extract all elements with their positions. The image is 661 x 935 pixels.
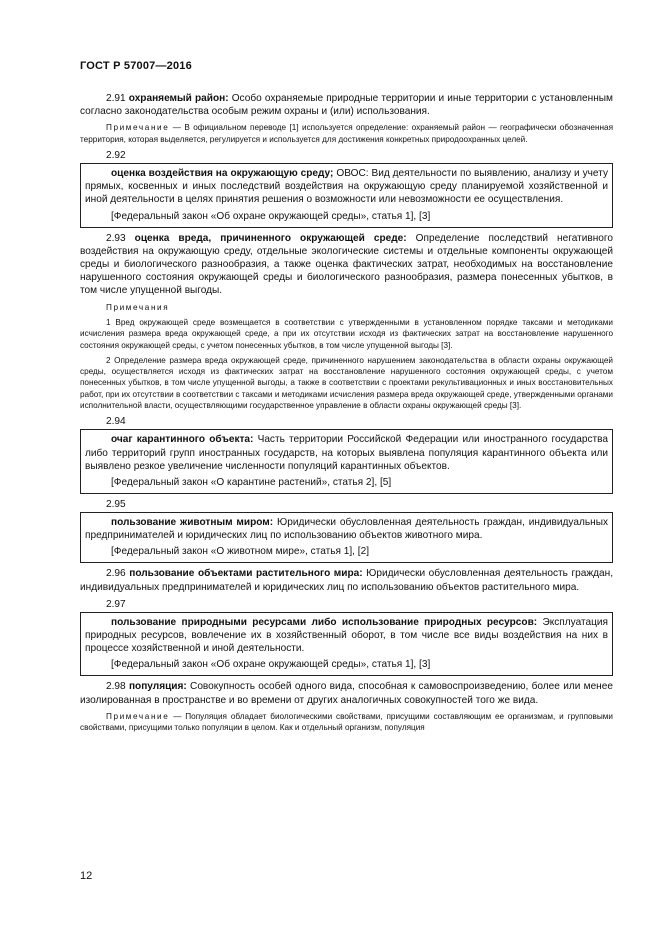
entry-2-98: 2.98 популяция: Совокупность особей одного вида, способная к самовоспроизведению, более или менее изолированная в пространстве и во времени от других аналогичных совокупностей того же вида.: [80, 681, 613, 706]
note-label: Примечание: [106, 711, 170, 721]
source-reference: [Федеральный закон «Об охране окружающей среды», статья 1], [3]: [111, 659, 431, 671]
term: оценка воздействия на окружающую среду;: [111, 168, 334, 179]
standard-code: ГОСТ Р 57007—2016: [80, 60, 192, 72]
definition: ОВОС: Вид деятельности по выявлению, анализу и учету прямых, косвенных и иных последствий воздействия на окружающую среду планируемой хозяйственной и иной деятельности в целях принятия решения о возможности или невозможности ее осуществления.: [85, 168, 608, 206]
note: Примечание — В официальном переводе [1] используется определение: охраняемый район — географически обозначенная территория, которая выделяется, регулируется и используется для достижения конкретных природоохранных целей.: [80, 123, 614, 144]
entry-2-95: [85, 516, 608, 542]
source-reference: [Федеральный закон «Об охране окружающей среды», статья 1], [3]: [111, 210, 431, 222]
definition: Юридически обусловленная деятельность граждан, индивидуальных предпринимателей и юридических лиц по использованию объектов растительного мира.: [80, 568, 613, 593]
notes-label: Примечания: [106, 302, 170, 312]
note-label: Примечание: [106, 123, 170, 133]
term: оценка вреда, причиненного окружающей среде:: [134, 232, 407, 244]
source-reference: [Федеральный закон «О животном мире», статья 1], [2]: [111, 546, 370, 558]
entry-number: 2.95: [106, 498, 126, 510]
term: пользование животным миром:: [111, 516, 274, 528]
entry-2-95-box: [80, 512, 613, 563]
entry-2-91: 2.91 охраняемый район: Особо охраняемые природные территории и иные территории с установленным согласно законодательства особым режим охраны и (или) использования.: [80, 93, 613, 118]
entry-2-94: [85, 433, 608, 473]
definition: Особо охраняемые природные территории и иные территории с установленным согласно законодательства особым режим охраны и (или) использования.: [80, 93, 613, 118]
term: популяция:: [128, 681, 187, 693]
term: очаг карантинного объекта:: [111, 434, 254, 446]
entry-2-92-box: [80, 163, 613, 228]
definition: Совокупность особей одного вида, способная к самовоспроизведению, более или менее изолированная в пространстве и во времени от других аналогичных совокупностей того же вида.: [80, 681, 613, 706]
source-reference: [Федеральный закон «О карантине растений», статья 2], [5]: [111, 476, 392, 488]
definition: Юридически обусловленная деятельность граждан, индивидуальных предпринимателей и юридических лиц по использованию объектов животного мира.: [85, 516, 608, 542]
definition: Часть территории Российской Федерации или иностранного государства либо территорий групп иностранных государств, на которых выявлена популяция карантинного объекта или выявлено резкое увеличение численности популяций карантинных объектов.: [85, 434, 608, 472]
page-number: 12: [80, 870, 93, 882]
entry-2-96: 2.96 пользование объектами растительного мира: Юридически обусловленная деятельность граждан, индивидуальных предпринимателей и юридических лиц по использованию объектов растительного мира.: [80, 568, 613, 593]
entry-2-93: 2.93 оценка вреда, причиненного окружающей среде: Определение последствий негативного воздействия на окружающую среду, отдельные экологические системы и отдельные компоненты окружающей среды и биологического разнообразия, а также оценка фактических затрат, необходимых на восстановление нарушенного состояния окружающей среды и биологического разнообразия, размера понесенных убытков, в том числе упущенной выгоды.: [80, 232, 613, 297]
content: [80, 92, 613, 737]
note: Примечание — Популяция обладает биологическими свойствами, присущими составляющим ее организмам, и групповыми свойствами, присущими только популяции в целом. Как и отдельный организм, популяция: [80, 711, 613, 733]
term: пользование природными ресурсами либо использование природных ресурсов:: [111, 616, 538, 628]
entry-number: 2.94: [106, 416, 126, 428]
entry-2-94-box: [80, 429, 613, 494]
entry-number: 2.97: [106, 598, 126, 610]
definition: Определение последствий негативного воздействия на окружающую среду, отдельные экологические системы и отдельные компоненты окружающей среды и биологического разнообразия, а также оценка фактических затрат, необходимых на восстановление нарушенного состояния окружающей среды и биологического разнообразия, размера понесенных убытков, в том числе упущенной выгоды.: [80, 232, 613, 297]
entry-number: 2.92: [106, 150, 126, 161]
term: охраняемый район:: [128, 93, 229, 104]
note-1: 1 Вред окружающей среде возмещается в соответствии с утвержденными в установленном порядке таксами и методиками исчисления размера вреда окружающей среде, а при их отсутствии исходя из фактических затрат на восстановление нарушенного состояния окружающей среды, с учетом понесенных убытков, в том числе упущенной выгоды [3].: [80, 317, 613, 350]
term: пользование объектами растительного мира:: [129, 568, 363, 580]
entry-2-97: [85, 616, 608, 656]
note-2: 2 Определение размера вреда окружающей среде, причиненного нарушением законодательства в области охраны окружающей среды, осуществляется исходя из фактических затрат на восстановление нарушенного состояния окружающей среды, с учетом понесенных убытков, в том числе упущенной выгоды, а также в соответствии с проектами рекультивационных и иных восстановительных работ, при их отсутствии в соответствии с таксами и методиками исчисления размера вреда окружающей среде, утвержденными органами исполнительной власти, осуществляющими государственное управление в области охраны окружающей среды [3].: [80, 355, 613, 410]
definition: Эксплуатация природных ресурсов, вовлечение их в хозяйственный оборот, в том числе все виды воздействия на них в процессе хозяйственной и иной деятельности.: [85, 616, 608, 655]
entry-2-92: [85, 167, 608, 207]
entry-2-97-box: [80, 612, 613, 677]
